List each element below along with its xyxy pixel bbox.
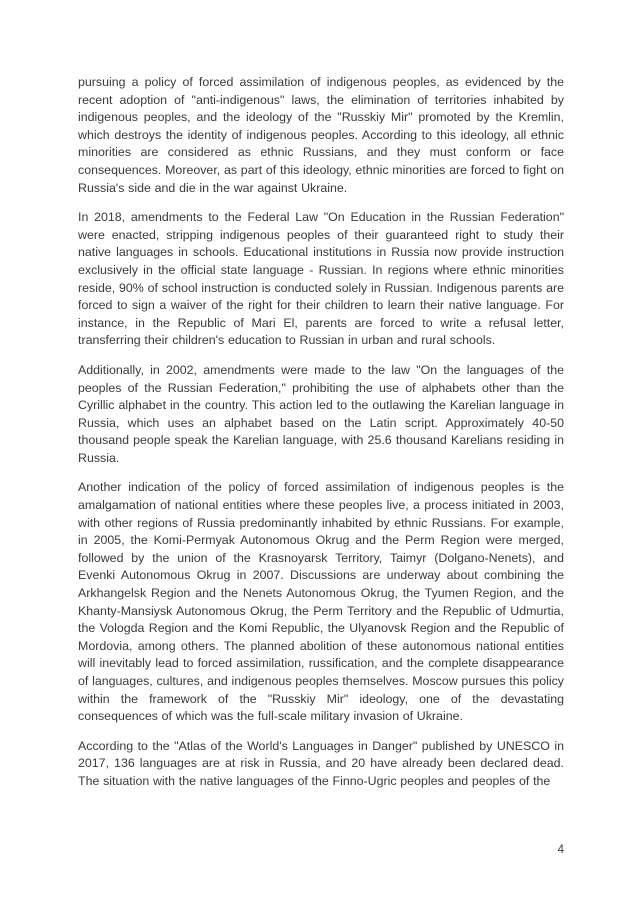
paragraph-language-law-2002: Additionally, in 2002, amendments were made to the law "On the languages of the peoples of the Russian Federation," prohibiting the use of alphabets other than the Cyrillic alphabet in the country. This action led to the outlawing the Karelian language in Russia, which uses an alphabet based on the Latin script. Approximately 40-50 thousand people speak the Karelian language, with 25.6 thousand Karelians residing in Russia. bbox=[78, 362, 564, 465]
paragraph-region-amalgamation: Another indication of the policy of forced assimilation of indigenous peoples is the amalgamation of national entities where these peoples live, a process initiated in 2003, with other regions of Russia predominantly inhabited by ethnic Russians. For example, in 2005, the Komi-Permyak Autonomous Okrug and the Perm Region were merged, followed by the union of the Krasnoyarsk Territory, Taimyr (Dolgano-Nenets), and Evenki Autonomous Okrug in 2007. Discussions are underway about combining the Arkhangelsk Region and the Nenets Autonomous Okrug, the Tyumen Region, and the Khanty-Mansiysk Autonomous Okrug, the Perm Territory and the Republic of Udmurtia, the Vologda Region and the Komi Republic, the Ulyanovsk Region and the Republic of Mordovia, among others. The planned abolition of these autonomous national entities will inevitably lead to forced assimilation, russification, and the complete disappearance of languages, cultures, and indigenous peoples themselves. Moscow pursues this policy within the framework of the "Russkiy Mir" ideology, one of the devastating consequences of which was the full-scale military invasion of Ukraine. bbox=[78, 480, 564, 724]
page-number: 4 bbox=[557, 844, 564, 856]
paragraph-unesco-atlas: According to the "Atlas of the World's Languages in Danger" published by UNESCO in 2017, 136 languages are at risk in Russia, and 20 have already been declared dead. The situation with the native languages of the Finno-Ugric peoples and peoples of the bbox=[78, 738, 564, 788]
paragraph-education-law-2018: In 2018, amendments to the Federal Law "On Education in the Russian Federation" were enacted, stripping indigenous peoples of their guaranteed right to study their native languages in schools. Educational institutions in Russia now provide instruction exclusively in the official state language - Russian. In regions where ethnic minorities reside, 90% of school instruction is conducted solely in Russian. Indigenous parents are forced to sign a waiver of the right for their children to learn their native language. For instance, in the Republic of Mari El, parents are forced to write a refusal letter, transferring their children's education to Russian in urban and rural schools. bbox=[78, 210, 564, 348]
page-text-column bbox=[78, 74, 564, 803]
paragraph-assimilation-policy: pursuing a policy of forced assimilation of indigenous peoples, as evidenced by the recent adoption of "anti-indigenous" laws, the elimination of territories inhabited by indigenous peoples, and the ideology of the "Russkiy Mir" promoted by the Kremlin, which destroys the identity of indigenous peoples. According to this ideology, all ethnic minorities are considered as ethnic Russians, and they must conform or face consequences. Moreover, as part of this ideology, ethnic minorities are forced to fight on Russia's side and die in the war against Ukraine. bbox=[78, 75, 564, 195]
